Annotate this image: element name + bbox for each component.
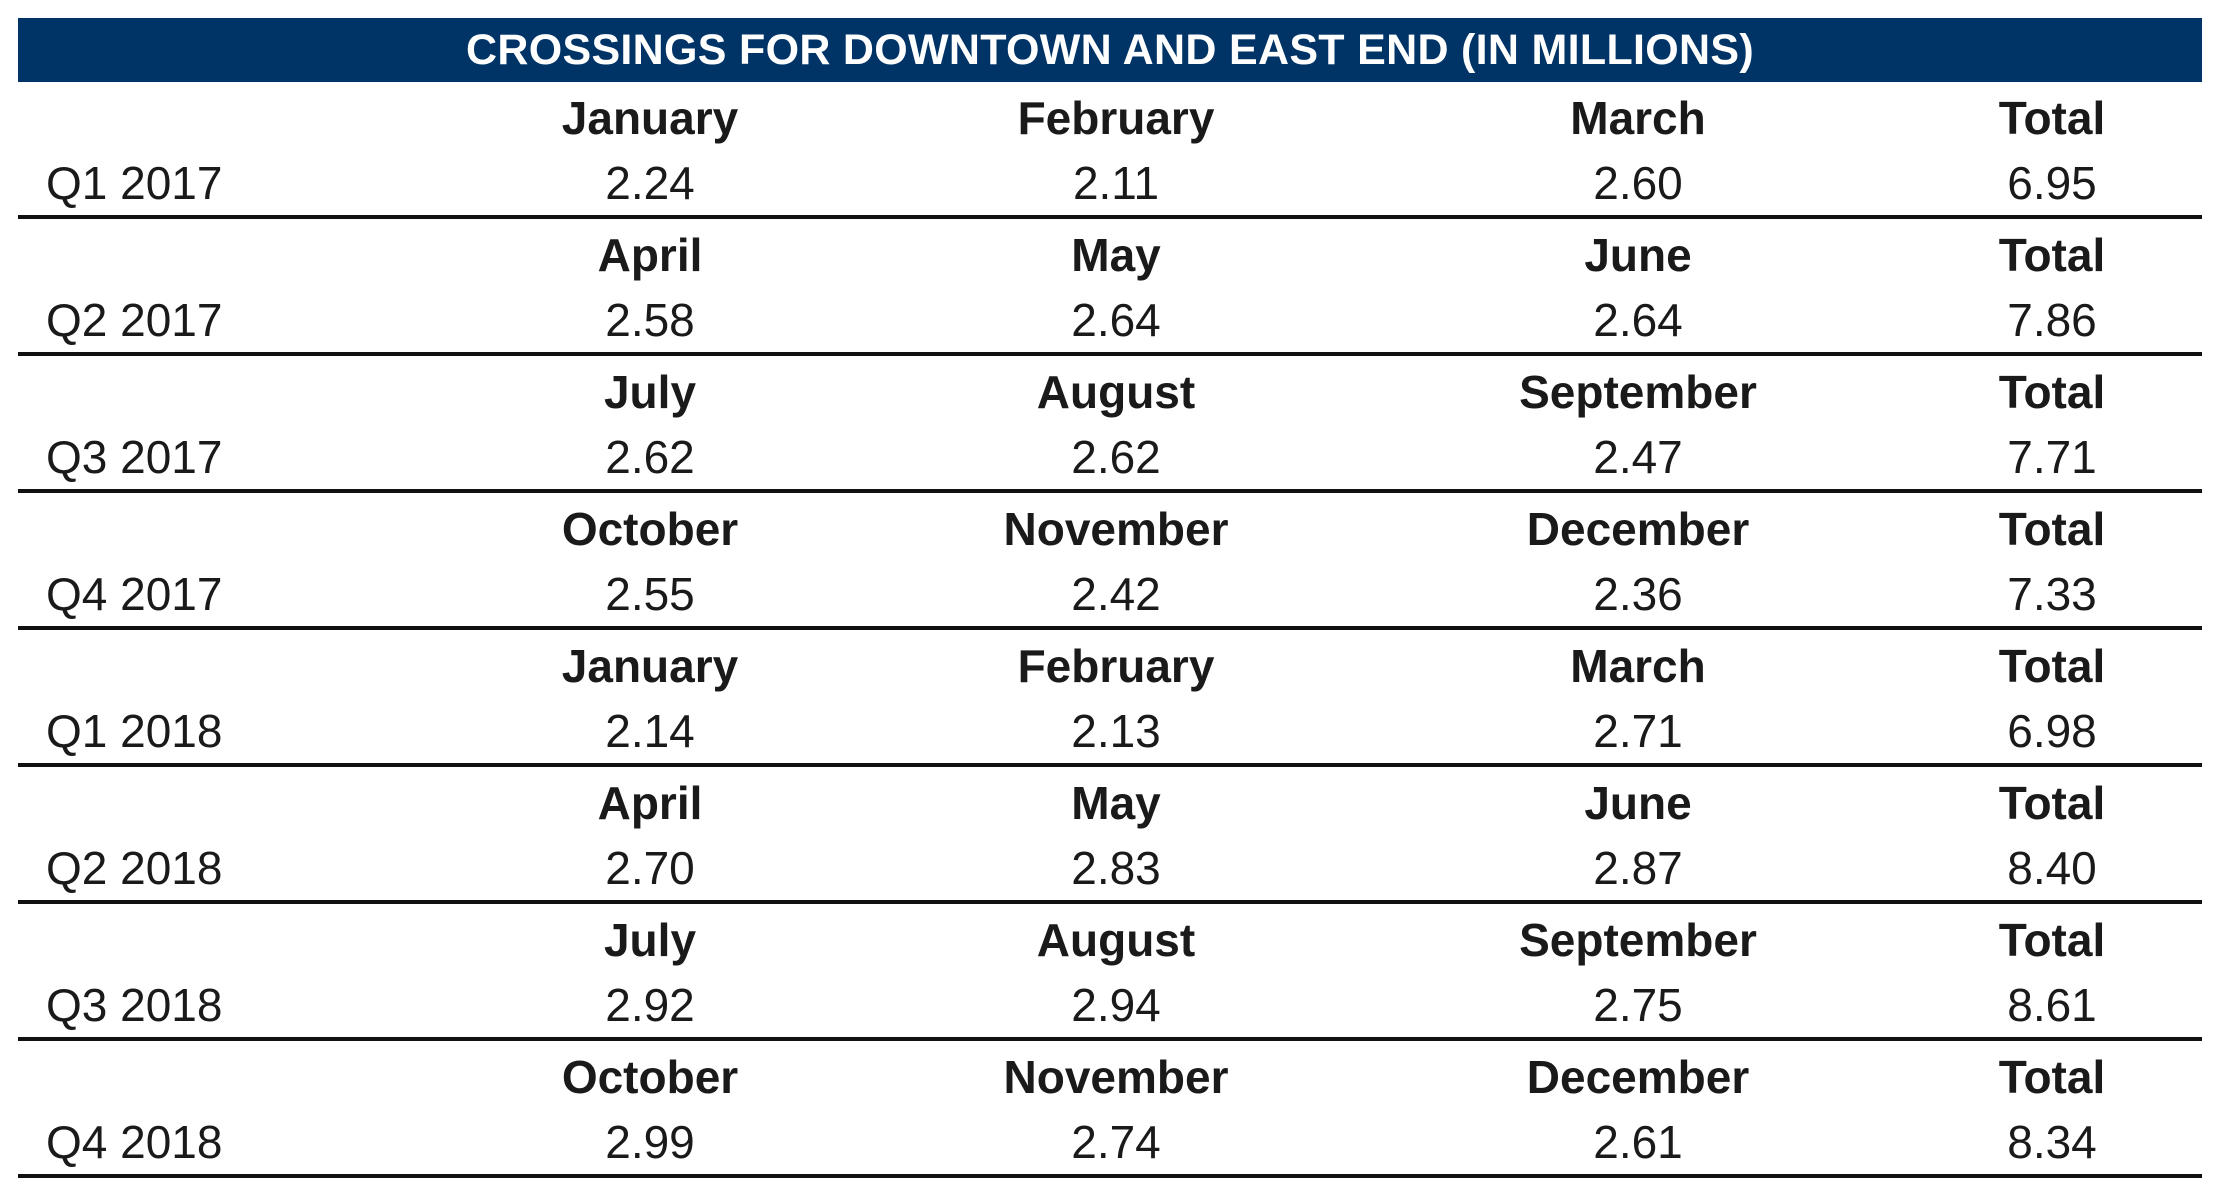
total-value: 8.34	[2007, 1116, 2097, 1168]
quarter-block	[18, 219, 2202, 356]
month-header: January	[561, 92, 739, 144]
quarter-block	[18, 767, 2202, 904]
total-value: 7.71	[2007, 431, 2097, 483]
month-value: 2.36	[1593, 568, 1683, 620]
total-header: Total	[1998, 92, 2106, 144]
total-header: Total	[1998, 640, 2106, 692]
month-value: 2.83	[1071, 842, 1161, 894]
month-header: September	[1519, 366, 1757, 418]
month-value: 2.55	[605, 568, 695, 620]
total-value: 7.86	[2007, 294, 2097, 346]
month-value: 2.75	[1593, 979, 1683, 1031]
month-header: August	[1036, 366, 1196, 418]
month-value: 2.92	[605, 979, 695, 1031]
quarter-block	[18, 82, 2202, 219]
month-header: June	[1584, 229, 1692, 281]
month-header: May	[1071, 777, 1161, 829]
quarter-label: Q2 2018	[46, 842, 223, 894]
month-header: February	[1017, 640, 1215, 692]
quarter-label: Q1 2018	[46, 705, 223, 757]
month-header: March	[1570, 640, 1706, 692]
month-header: November	[1003, 503, 1229, 555]
quarter-label: Q3 2017	[46, 431, 223, 483]
total-header: Total	[1998, 914, 2106, 966]
month-value: 2.70	[605, 842, 695, 894]
total-value: 6.95	[2007, 157, 2097, 209]
quarter-block	[18, 1041, 2202, 1178]
total-value: 8.61	[2007, 979, 2097, 1031]
month-value: 2.60	[1593, 157, 1683, 209]
month-header: May	[1071, 229, 1161, 281]
month-header: July	[603, 366, 697, 418]
month-value: 2.74	[1071, 1116, 1161, 1168]
quarter-label: Q4 2018	[46, 1116, 223, 1168]
month-value: 2.94	[1071, 979, 1161, 1031]
month-header: October	[561, 1051, 739, 1103]
quarter-label: Q3 2018	[46, 979, 223, 1031]
quarter-block	[18, 630, 2202, 767]
total-header: Total	[1998, 503, 2106, 555]
month-value: 2.99	[605, 1116, 695, 1168]
quarter-block	[18, 493, 2202, 630]
month-value: 2.62	[605, 431, 695, 483]
month-value: 2.13	[1071, 705, 1161, 757]
quarter-label: Q1 2017	[46, 157, 223, 209]
month-header: March	[1570, 92, 1706, 144]
month-header: December	[1526, 1051, 1750, 1103]
month-header: September	[1519, 914, 1757, 966]
month-header: January	[561, 640, 739, 692]
month-header: December	[1526, 503, 1750, 555]
quarter-list	[18, 82, 2202, 1178]
month-value: 2.24	[605, 157, 695, 209]
total-value: 7.33	[2007, 568, 2097, 620]
month-value: 2.71	[1593, 705, 1683, 757]
total-header: Total	[1998, 777, 2106, 829]
total-header: Total	[1998, 1051, 2106, 1103]
table-title: CROSSINGS FOR DOWNTOWN AND EAST END (IN MILLIONS)	[18, 18, 2202, 82]
quarter-block	[18, 356, 2202, 493]
month-header: October	[561, 503, 739, 555]
month-header: February	[1017, 92, 1215, 144]
quarter-block	[18, 904, 2202, 1041]
quarter-label: Q4 2017	[46, 568, 223, 620]
month-value: 2.64	[1593, 294, 1683, 346]
month-value: 2.64	[1071, 294, 1161, 346]
month-value: 2.47	[1593, 431, 1683, 483]
total-header: Total	[1998, 366, 2106, 418]
month-value: 2.14	[605, 705, 695, 757]
month-header: November	[1003, 1051, 1229, 1103]
total-value: 8.40	[2007, 842, 2097, 894]
month-value: 2.42	[1071, 568, 1161, 620]
month-value: 2.61	[1593, 1116, 1683, 1168]
crossings-table	[18, 18, 2202, 1178]
quarter-label: Q2 2017	[46, 294, 223, 346]
month-header: June	[1584, 777, 1692, 829]
month-value: 2.62	[1071, 431, 1161, 483]
month-header: April	[597, 777, 703, 829]
month-header: April	[597, 229, 703, 281]
month-header: July	[603, 914, 697, 966]
month-value: 2.58	[605, 294, 695, 346]
month-value: 2.87	[1593, 842, 1683, 894]
total-value: 6.98	[2007, 705, 2097, 757]
total-header: Total	[1998, 229, 2106, 281]
month-value: 2.11	[1072, 157, 1160, 209]
month-header: August	[1036, 914, 1196, 966]
